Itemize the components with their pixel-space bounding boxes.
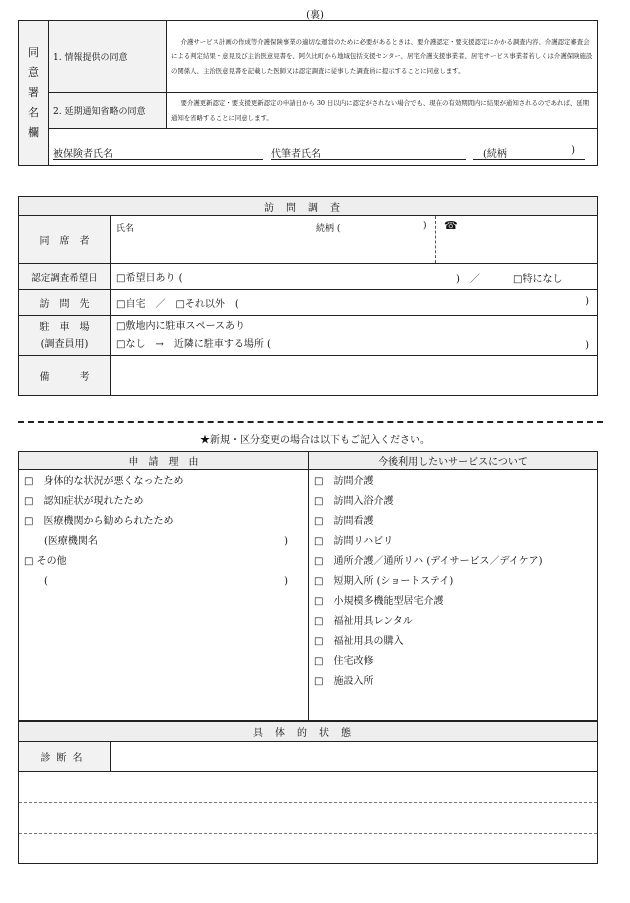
condition-notes-field[interactable] xyxy=(19,772,598,864)
relation-field[interactable]: (続柄 ) xyxy=(473,145,585,160)
diagnosis-label: 診断名 xyxy=(19,742,111,772)
medical-institution-field[interactable]: (医療機関名 ) xyxy=(24,536,288,547)
cut-line xyxy=(18,421,603,423)
attendee-label: 同 席 者 xyxy=(19,216,111,264)
parking-field[interactable]: □敷地内に駐車スペースあり □なし → 近隣に駐車する場所 ( ) xyxy=(111,316,598,356)
notes-guide-line xyxy=(19,833,597,834)
proxy-name-field[interactable] xyxy=(271,145,466,160)
consent-info-label: 1. 情報提供の同意 xyxy=(49,21,167,93)
notes-guide-line xyxy=(19,802,597,803)
service-home-care-checkbox[interactable]: □ 訪問介護 xyxy=(314,476,374,487)
service-equipment-rental-checkbox[interactable]: □ 福祉用具レンタル xyxy=(314,616,413,627)
reason-dementia-checkbox[interactable]: □ 認知症状が現れたため xyxy=(24,496,144,507)
proxy-name-label: 代筆者氏名 xyxy=(271,149,321,160)
service-facility-checkbox[interactable]: □ 施設入所 xyxy=(314,676,374,687)
parking-onsite-checkbox[interactable]: □敷地内に駐車スペースあり xyxy=(116,320,245,332)
reason-other-checkbox[interactable]: □ その他 xyxy=(24,556,67,567)
phone-icon: ☎ xyxy=(444,219,458,232)
no-preference-checkbox[interactable]: □特になし xyxy=(513,274,563,285)
consent-side-label: 同 意 署 名 欄 xyxy=(19,21,49,166)
insured-name-label: 被保険者氏名 xyxy=(53,149,113,160)
consent-info-text: 介護サービス計画の作成等介護保険事業の適切な運営のために必要があるときは、要介護認定・要支援認定にかかる調査内容、介護認定審査会による判定結果・意見及び主治医意見書を、阿久比町から地域包括支援センター、居宅介護支援事業者、居宅サービス事業者若しくは介護保険施設の関係人、主治医意見書を記載した医師又は認定調査に従事した調査員に提示することに同意します。 xyxy=(167,21,598,93)
reason-physical-checkbox[interactable]: □ 身体的な状況が悪くなったため xyxy=(24,476,184,487)
service-home-renovation-checkbox[interactable]: □ 住宅改修 xyxy=(314,656,374,667)
insured-name-field[interactable] xyxy=(53,145,263,160)
service-rehab-checkbox[interactable]: □ 訪問リハビリ xyxy=(314,536,394,547)
visit-title: 訪問調査 xyxy=(19,197,598,216)
consent-postpone-text: 要介護更新認定・要支援更新認定の申請日から 30 日以内に認定がされない場合でも、現在の有効期間内に結果が通知されるのであれば、延期通知を省略することに同意します。 xyxy=(167,93,598,129)
service-nursing-checkbox[interactable]: □ 訪問看護 xyxy=(314,516,374,527)
service-heading: 今後利用したいサービスについて xyxy=(309,452,598,470)
reason-other-field[interactable]: ( ) xyxy=(24,576,288,587)
reason-heading: 申 請 理 由 xyxy=(19,452,309,470)
visit-date-field[interactable]: □希望日あり ( ) ／ □特になし xyxy=(111,264,598,290)
application-table xyxy=(18,451,598,721)
consent-postpone-label: 2. 延期通知省略の同意 xyxy=(49,93,167,129)
attendee-field[interactable]: 氏名 続柄 ( ) ☎ xyxy=(111,216,598,264)
service-list xyxy=(309,470,598,721)
service-bathing-checkbox[interactable]: □ 訪問入浴介護 xyxy=(314,496,394,507)
service-equipment-purchase-checkbox[interactable]: □ 福祉用具の購入 xyxy=(314,636,404,647)
condition-title: 具体的状態 xyxy=(19,722,598,742)
page-header: (裏) xyxy=(306,10,324,21)
parking-nearby-checkbox[interactable]: □なし → 近隣に駐車する場所 ( xyxy=(116,338,271,350)
visit-date-label: 認定調査希望日 xyxy=(19,264,111,290)
service-small-multi-checkbox[interactable]: □ 小規模多機能型居宅介護 xyxy=(314,596,444,607)
reason-medical-checkbox[interactable]: □ 医療機関から勧められたため xyxy=(24,516,174,527)
parking-label: 駐 車 場 (調査員用) xyxy=(19,316,111,356)
visit-destination-field[interactable]: □自宅 ／ □それ以外 ( ) xyxy=(111,290,598,316)
condition-table xyxy=(18,721,598,864)
remarks-label: 備 考 xyxy=(19,356,111,396)
diagnosis-field[interactable] xyxy=(111,742,598,772)
service-day-care-checkbox[interactable]: □ 通所介護／通所リハ (デイサービス／デイケア) xyxy=(314,556,543,567)
visit-survey-table xyxy=(18,196,598,396)
relation-label: (続柄 xyxy=(483,149,507,160)
signature-row xyxy=(49,129,598,166)
new-application-note: ★新規・区分変更の場合は以下もご記入ください。 xyxy=(200,435,430,446)
service-short-stay-checkbox[interactable]: □ 短期入所 (ショートステイ) xyxy=(314,576,454,587)
consent-table xyxy=(18,20,598,166)
reason-list xyxy=(19,470,309,721)
remarks-field[interactable] xyxy=(111,356,598,396)
visit-destination-label: 訪 問 先 xyxy=(19,290,111,316)
